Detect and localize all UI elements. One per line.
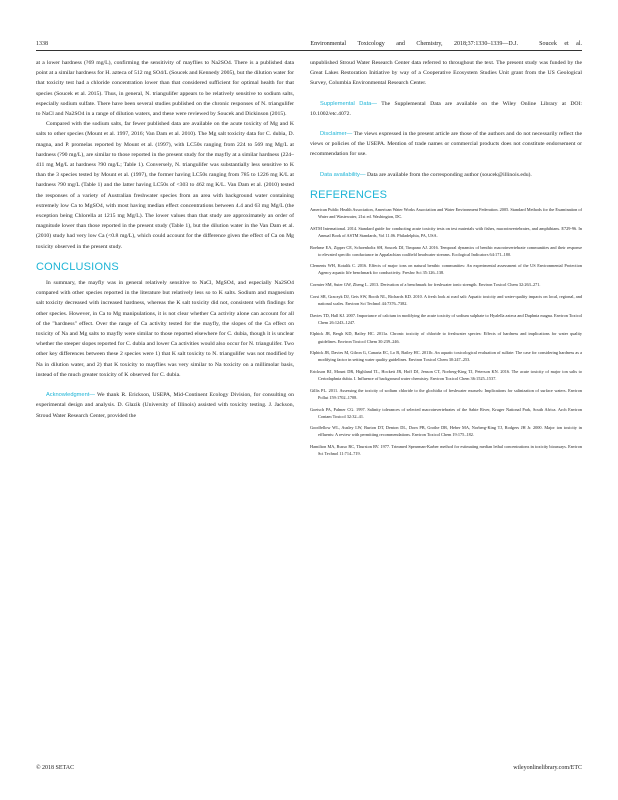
supplemental-label: Supplemental Data— [320, 100, 377, 107]
body-paragraph: Compared with the sodium salts, far fewer published data are available on the acute toxicity of Mg and K salts to other species (Mount et al. 1997, 2016; Van Dam et al. 2010). The Mg salt toxicity data for C. dubia, D. magna, and P. promelas reported by Mount et al. (1997), with LC50s ranging from 224 to 569 mg Mg/L at hardness (?90 mg/L), are similar to those reported in the present study for the mayfly at a similar hardness (224–411 mg Mg/L at hardness ?90 mg/L; Table 1). Conversely, N. triangulifer was substantially less sensitive to K than the 3 species tested by Mount et al. (1997), the former having LC50s ranging from 785 to 1226 mg K/L at hardness ?90 mg/L (Table 1) and the latter having LC50s of <303 to 462 mg K/L. Van Dam et al. (2010) tested the responses of a variety of Australian freshwater species from an area with background water containing extremely low Ca to MgSO4, with most having median effect concentrations between 4.4 and 63 mg Mg/L (the exception being Chlorella at 1215 mg Mg/L). The lower values than that study are approximately an order of magnitude lower than those reported in the present study (Table 1), but the dilution water in the Van Dam et al. (2010) study had very low Ca (<0.8 mg/L), which could account for the difference given the effect of Ca on Mg toxicity observed in the present study. [36, 121, 294, 250]
page-footer [36, 762, 582, 774]
running-header [36, 38, 582, 50]
disclaimer-paragraph [310, 129, 582, 160]
body-paragraph: at a lower hardness (?69 mg/L), confirming the sensitivity of mayflies to Na2SO4. There is a published data point at a similar hardness for H. azteca of 512 mg SO4/L (Soucek and Kennedy 2005), but the dilution water for that toxicity test had a chloride concentration lower than that considered sufficient for optimal health for that species (Soucek et al. 2015). Thus, in general, N. triangulifer appears to be relatively sensitive to sodium salts, especially sodium sulfate. There have been several studies published on the chronic responses of N. triangulifer to NaCl and Na2SO4 in a range of dilution waters, and these were reviewed by Soucek and Dickinson (2015). [36, 60, 294, 118]
reference-list [310, 206, 582, 457]
references-heading: REFERENCES [310, 188, 388, 201]
reference-item: Davies TD, Hall KJ. 2007. Importance of calcium in modifying the acute toxicity of sodium sulphate to Hyalella azteca and Daphnia magna. Environ Toxicol Chem 26:1243–1247. [310, 312, 582, 325]
journal-website-link[interactable]: wileyonlinelibrary.com/ETC [513, 765, 582, 771]
acknowledgment-label: Acknowledgment— [46, 392, 95, 399]
page-number: 1338 [36, 41, 48, 47]
running-authors: Soucek et al. [539, 41, 582, 47]
reference-item: Elphick JR, Davies M, Gilron G, Canaria EC, Lo B, Bailey HC. 2011b. An aquatic toxicological evaluation of sulfate: The case for considering hardness as a modifying factor in setting water quality guidelines. Environ Toxicol Chem 30:247–253. [310, 350, 582, 363]
data-availability-text: Data are available from the corresponding author (soucek@illinois.edu). [366, 171, 532, 178]
left-column [36, 58, 294, 421]
right-column [310, 58, 582, 462]
disclaimer-label: Disclaimer— [320, 131, 353, 138]
conclusions-heading: CONCLUSIONS [36, 260, 119, 273]
reference-item: Goetsch PA, Palmer CG. 1997. Salinity tolerances of selected macroinvertebrates of the Sabie River, Kruger National Park, South Africa. Arch Environ Contam Toxicol 32:32–41. [310, 406, 582, 419]
reference-item: Elphick JR, Bergh KD, Bailey HC. 2011a. Chronic toxicity of chloride to freshwater species: Effects of hardness and implications for water quality guidelines. Environ Toxicol Chem 30:239–246. [310, 331, 582, 344]
journal-citation: Environmental Toxicology and Chemistry, 2018;37:1330–1339—D.J. [310, 41, 518, 47]
reference-item: Cormier SM, Suter GW, Zheng L. 2013. Derivation of a benchmark for freshwater ionic strength. Environ Toxicol Chem 32:263–271. [310, 282, 541, 288]
header-divider [36, 50, 582, 51]
supplemental-text: The Supplemental Data are available on the Wiley Online Library at DOI: 10.1002/etc.4072. [310, 100, 583, 117]
supplemental-paragraph [310, 99, 582, 119]
reference-item: Boehme EA, Zipper CE, Schoenholtz SH, Soucek DJ, Timpano AJ. 2016. Temporal dynamics of benthic macroinvertebrate communities and their response to elevated specific conductance in Appalachian coalfield headwater streams. Ecological Indicators 64:171–180. [310, 244, 582, 257]
acknowledgment-paragraph [36, 390, 294, 421]
acknowledgment-text: We thank R. Erickson, USEPA, Mid-Continent Ecology Division, for consulting on experimental design and analysis. D. Glazik (University of Illinois) assisted with toxicity testing. J. Jackson, Stroud Water Research Center, provided the [36, 392, 294, 419]
reference-item: Hamilton MA, Russo RC, Thurston RV. 1977. Trimmed Spearman-Karber method for estimating median lethal concentrations in toxicity bioassays. Environ Sci Technol 11:714–719. [310, 444, 582, 457]
conclusions-paragraph: In summary, the mayfly was in general relatively sensitive to NaCl, MgSO4, and especially Na2SO4 compared with other species reported in the literature but relatively less so to K salts. Sodium and magnesium salt toxicity decreased with increased hardness, whereas the K salt toxicity did not, consistent with findings for other species. However, in Ca to Mg manipulations, it is not clear whether Ca activity alone can account for all of the "hardness" effect. Over the range of Ca activity tested for the mayfly, the slopes of the Ca effect on toxicity of Na and Mg salts to mayfly were similar to those reported elsewhere for C. dubia, though it is unclear whether the steeper slopes reported for C. dubia and lower Ca activities would also occur for N. triangulifer. Two other key differences between these 2 species were 1) that K salt toxicity to N. triangulifer was not modified by Na in dilution water, and 2) that K toxicity to mayflies was very similar to Na toxicity on a millimolar basis, instead of the much greater toxicity of K observed for C. dubia. [36, 280, 294, 378]
reference-item: American Public Health Association, American Water Works Association and Water Environment Federation. 2005. Standard Methods for the Examination of Water and Wastewater, 21st ed. Washington, DC. [310, 207, 582, 220]
reference-item: Erickson RJ, Mount DR, Highland TL, Hockett JR, Hoff DJ, Jenson CT, Norberg-King TJ, Peterson KN. 2016. The acute toxicity of major ion salts to Ceriodaphnia dubia. I. Influence of background water chemistry. Environ Toxicol Chem 36:1525–1537. [310, 368, 582, 382]
reference-item: ASTM International. 2014. Standard guide for conducting acute toxicity tests on test materials with fishes, macroinvertebrates, and amphibians. E729-96. In Annual Book of ASTM Standards, Vol 11.06. Philadelphia, PA, USA. [310, 225, 582, 238]
reference-item: Corsi SR, Graczyk DJ, Geis SW, Booth NL, Richards KD. 2010. A fresh look at road salt: Aquatic toxicity and water-quality impacts on local, regional, and national scales. Environ Sci Technol 44:7376–7382. [310, 293, 582, 306]
acknowledgment-continued: unpublished Stroud Water Research Center data referred to throughout the text. The present study was funded by the Great Lakes Restoration Initiative by way of a Cooperative Ecosystem Studies Unit grant from the US Geological Survey, Columbia Environmental Research Center. [310, 60, 582, 87]
data-availability-label: Data availability— [320, 171, 366, 178]
reference-item: Goodfellow WL, Ausley LW, Burton DT, Denton DL, Dorn PB, Grothe DR, Heber MA, Norberg-King TJ, Rodgers JH Jr. 2000. Major ion toxicity in effluents: A review with permitting recommendations. Environ Toxicol Chem 19:175–182. [310, 425, 582, 438]
data-availability-paragraph [310, 170, 582, 180]
reference-item: Clements WH, Kotalik C. 2016. Effects of major ions on natural benthic communities: An experimental assessment of the US Environmental Protection Agency aquatic life benchmark for conductivity. Freshw Sci 35:126–138. [310, 263, 582, 276]
disclaimer-text: The views expressed in the present article are those of the authors and do not necessarily reflect the views or policies of the USEPA. Mention of trade names or commercial products does not constitute endorsement or recommendation for use. [310, 131, 582, 158]
reference-item: Gillis PL. 2011. Assessing the toxicity of sodium chloride to the glochidia of freshwater mussels: Implications for salinization of surface waters. Environ Pollut 159:1702–1708. [310, 387, 582, 400]
copyright-notice: © 2018 SETAC [36, 765, 75, 771]
